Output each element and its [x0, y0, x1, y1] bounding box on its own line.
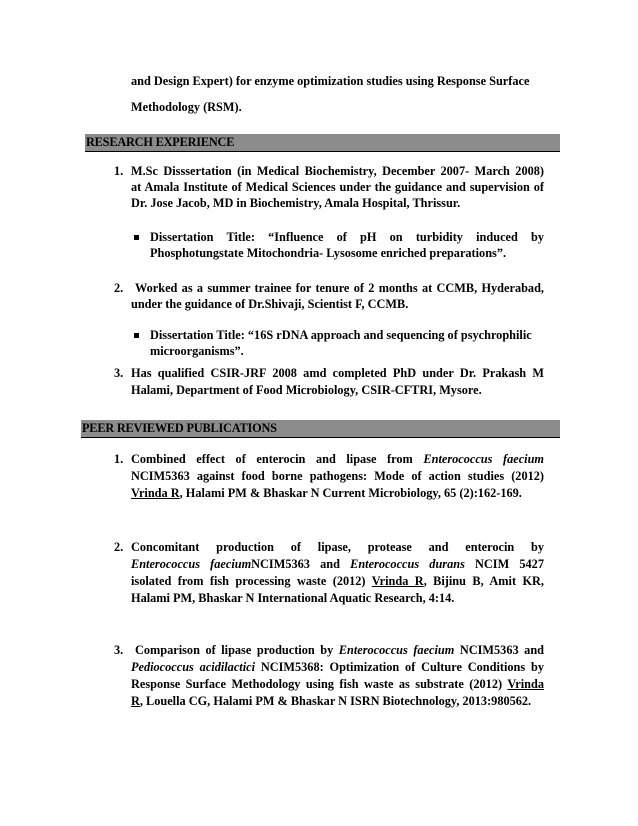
publication-line: Halami PM, Bhaskar N International Aquatic Research, 4:14.: [131, 591, 455, 605]
research-item-line: Dr. Jose Jacob, MD in Biochemistry, Amala Hospital, Thrissur.: [131, 196, 461, 210]
text-run: Response Surface Methodology using fish waste as substrate (2012): [131, 677, 508, 691]
publication-line: [131, 486, 522, 501]
section-heading-text: PEER REVIEWED PUBLICATIONS: [82, 421, 277, 435]
bullet-icon: [134, 235, 139, 240]
publication-line: NCIM5363 against food borne pathogens: Mode of action studies (2012): [131, 469, 544, 483]
intro-line: and Design Expert) for enzyme optimization studies using Response Surface: [131, 74, 530, 88]
text-run: NCIM5363 and: [454, 643, 544, 657]
intro-line: Methodology (RSM).: [131, 100, 242, 114]
list-number: 2.: [114, 281, 124, 295]
species-name: Enterococcus faecium: [131, 557, 252, 571]
publication-line: [131, 557, 544, 572]
text-run: , Halami PM & Bhaskar N Current Microbiology, 65 (2):162-169.: [179, 486, 522, 500]
list-number: 3.: [114, 366, 124, 380]
research-item-line: at Amala Institute of Medical Sciences under the guidance and supervision of: [131, 180, 544, 194]
research-item-line: Halami, Department of Food Microbiology, CSIR-CFTRI, Mysore.: [131, 383, 482, 397]
research-item-line: Worked as a summer trainee for tenure of 2 months at CCMB, Hyderabad,: [135, 281, 544, 295]
text-run: isolated from fish processing waste (2012): [131, 574, 372, 588]
species-name: Enterococcus faecium: [338, 643, 455, 657]
bullet-icon: [134, 333, 139, 338]
text-run: , Bijinu B, Amit KR,: [423, 574, 544, 588]
section-heading-publications: [81, 420, 560, 438]
text-run: NCIM 5427: [464, 557, 544, 571]
publication-line: [131, 694, 531, 709]
section-heading-research: [85, 134, 560, 152]
bullet-line: microorganisms”.: [150, 344, 244, 358]
author-name: Vrinda R: [371, 574, 424, 588]
research-item-line: under the guidance of Dr.Shivaji, Scientist F, CCMB.: [131, 297, 409, 311]
list-number: 2.: [114, 540, 124, 554]
publication-line: Concomitant production of lipase, protease and enterocin by: [131, 540, 544, 554]
publication-line: [131, 452, 544, 467]
species-name: Pediococcus acidilactici: [131, 660, 255, 674]
bullet-line: Dissertation Title: “16S rDNA approach and sequencing of psychrophilic: [150, 328, 532, 342]
list-number: 3.: [114, 643, 124, 657]
research-item-line: M.Sc Disssertation (in Medical Biochemistry, December 2007- March 2008): [131, 164, 544, 178]
list-number: 1.: [114, 164, 124, 178]
publication-line: [135, 643, 544, 658]
section-heading-text: RESEARCH EXPERIENCE: [86, 135, 235, 149]
bullet-line: Phosphotungstate Mitochondria- Lysosome enriched preparations”.: [150, 246, 507, 260]
publication-line: [131, 660, 544, 675]
bullet-line: Dissertation Title: “Influence of pH on turbidity induced by: [150, 230, 544, 244]
text-run: , Louella CG, Halami PM & Bhaskar N ISRN Biotechnology, 2013:980562.: [139, 694, 532, 708]
author-name: Vrinda: [507, 677, 544, 691]
text-run: NCIM5368: Optimization of Culture Conditions by: [255, 660, 544, 674]
text-run: Combined effect of enterocin and lipase from: [131, 452, 424, 466]
text-run: NCIM5363 and: [251, 557, 351, 571]
author-name: Vrinda R: [131, 486, 180, 500]
publication-line: [131, 574, 544, 589]
research-item-line: Has qualified CSIR-JRF 2008 amd completed PhD under Dr. Prakash M: [131, 366, 544, 380]
author-name: R: [131, 694, 140, 708]
species-name: Enterococcus durans: [350, 557, 465, 571]
text-run: Comparison of lipase production by: [135, 643, 339, 657]
list-number: 1.: [114, 452, 124, 466]
species-name: Enterococcus faecium: [423, 452, 544, 466]
publication-line: [131, 677, 544, 692]
